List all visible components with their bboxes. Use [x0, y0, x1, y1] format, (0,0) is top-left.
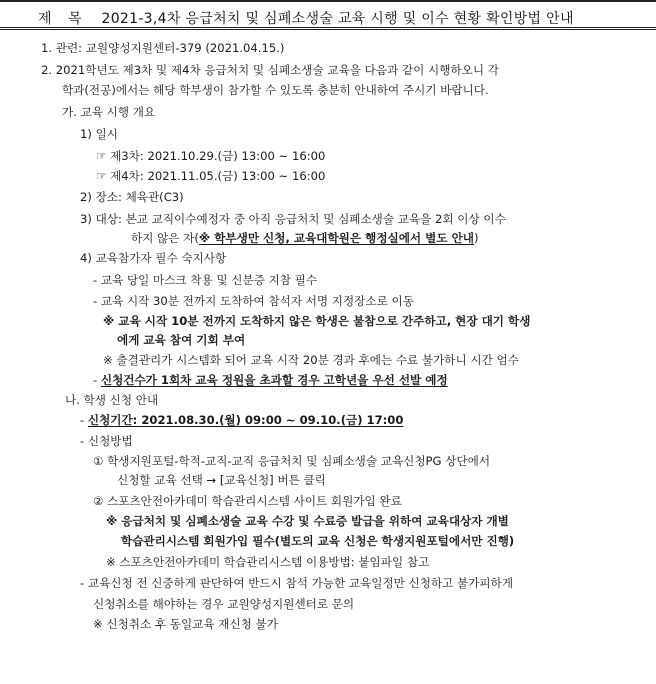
reference-line: 1. 관련: 교원양성지원센터-379 (2021.04.15.) [41, 41, 285, 55]
target-note-bold: ※ 학부생만 신청, 교육대학원은 행정실에서 별도 안내 [198, 231, 474, 245]
usage-guide-note: ※ 스포츠안전아카데미 학습관리시스템 이용방법: 붙임파일 참고 [106, 555, 430, 569]
section-na-heading: 나. 학생 신청 안내 [65, 393, 159, 407]
requirements-heading: 4) 교육참가자 필수 숙지사항 [80, 251, 227, 265]
application-period-text: 신청기간: 2021.08.30.(월) 09:00 ~ 09.10.(금) 17:00 [87, 413, 404, 427]
reapply-note: ※ 신청취소 후 동일교육 재신청 불가 [93, 617, 278, 631]
target-text-post: ) [474, 231, 479, 245]
date-heading: 1) 일시 [80, 127, 118, 141]
late-notice-line-2: 에게 교육 참여 기회 부여 [117, 333, 246, 347]
venue-line: 2) 장소: 체육관(C3) [80, 190, 184, 204]
requirement-mask: - 교육 당일 마스크 착용 및 신분증 지참 필수 [93, 273, 318, 287]
intro-line-1: 2. 2021학년도 제3차 및 제4차 응급처치 및 심폐소생술 교육을 다음과 같이 시행하오니 각 [41, 63, 499, 77]
target-line-1: 3) 대상: 본교 교직이수예정자 중 아직 응급처치 및 심폐소생술 교육을 2회 이상 이수 [80, 212, 506, 226]
target-text-pre: 하지 않은 자( [131, 231, 199, 245]
title-label: 제 목 [38, 11, 88, 27]
title-text: 2021-3,4차 응급처치 및 심폐소생술 교육 시행 및 이수 현황 확인방법 안내 [101, 11, 574, 27]
target-line-2 [131, 230, 479, 246]
method-heading: - 신청방법 [80, 434, 133, 448]
section-ga-heading: 가. 교육 시행 개요 [62, 105, 156, 119]
registration-notice-line-2: 학습관리시스템 회원가입 필수(별도의 교육 신청은 학생지원포털에서만 진행) [121, 534, 515, 548]
method-step-1-line-2: 신청할 교육 선택 → [교육신청] 버튼 클릭 [117, 473, 326, 487]
cancel-line-2: 신청취소를 해야하는 경우 교원양성지원센터로 문의 [93, 597, 355, 611]
title-bar [0, 0, 656, 30]
session-3-date: ☞ 제3차: 2021.10.29.(금) 13:00 ~ 16:00 [96, 149, 326, 163]
late-notice-line-1: ※ 교육 시작 10분 전까지 도착하지 않은 학생은 불참으로 간주하고, 현장 대기 학생 [103, 314, 531, 328]
requirement-arrival: - 교육 시작 30분 전까지 도착하여 참석자 서명 지정장소로 이동 [93, 294, 414, 308]
period-dash: - [80, 413, 88, 427]
cancel-line-1: - 교육신청 전 신중하게 판단하여 반드시 참석 가능한 교육일정만 신청하고 불가피하게 [80, 576, 514, 590]
method-step-1-line-1: ① 학생지원포털-학적-교직-교직 응급처치 및 심폐소생술 교육신청PG 상단에서 [93, 454, 491, 468]
document-title [38, 8, 574, 28]
priority-dash: - [93, 373, 101, 387]
intro-line-2: 학과(전공)에서는 해당 학부생이 참가할 수 있도록 충분히 안내하여 주시기 바랍니다. [62, 83, 489, 97]
selection-priority-line [93, 372, 448, 388]
attendance-notice: ※ 출결관리가 시스템화 되어 교육 시작 20분 경과 후에는 수료 불가하니 시간 엄수 [103, 353, 519, 367]
application-period-line [80, 412, 403, 428]
registration-notice-line-1: ※ 응급처치 및 심폐소생술 교육 수강 및 수료증 발급을 위하여 교육대상자 개별 [106, 514, 509, 528]
selection-priority-text: 신청건수가 1회차 교육 정원을 초과할 경우 고학년을 우선 선발 예정 [100, 373, 448, 387]
method-step-2: ② 스포츠안전아카데미 학습관리시스템 사이트 회원가입 완료 [93, 494, 402, 508]
session-4-date: ☞ 제4차: 2021.11.05.(금) 13:00 ~ 16:00 [96, 169, 326, 183]
